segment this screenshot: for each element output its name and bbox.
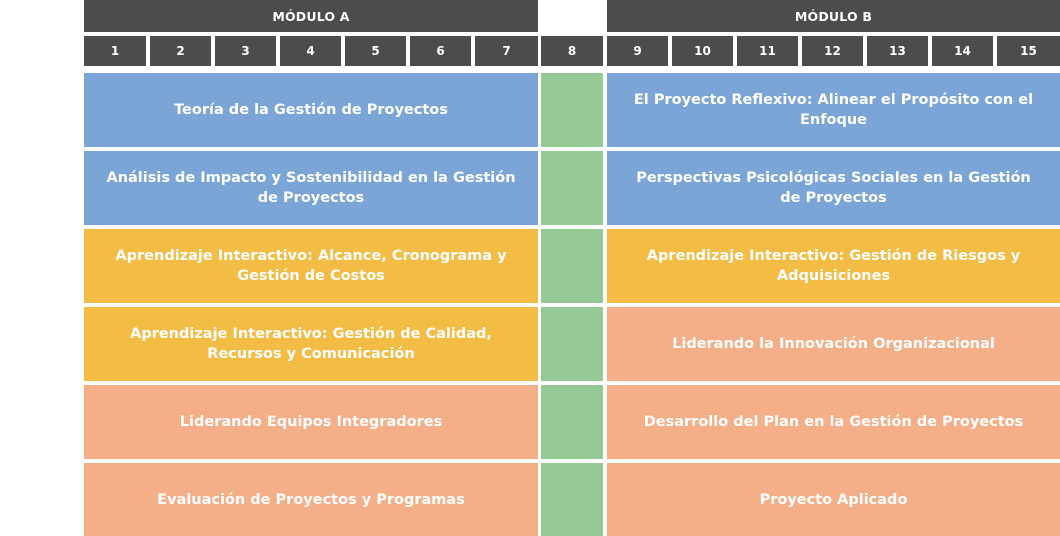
week-cell-15: 15	[997, 36, 1060, 66]
week-cell-9: 9	[607, 36, 668, 66]
week-cell-1: 1	[84, 36, 146, 66]
module-a-header: MÓDULO A	[84, 0, 538, 32]
week-8-block	[541, 229, 603, 303]
course-b-5: Desarrollo del Plan en la Gestión de Proyectos	[607, 385, 1060, 459]
course-a-5: Liderando Equipos Integradores	[84, 385, 538, 459]
course-a-4: Aprendizaje Interactivo: Gestión de Calidad, Recursos y Comunicación	[84, 307, 538, 381]
course-b-2: Perspectivas Psicológicas Sociales en la Gestión de Proyectos	[607, 151, 1060, 225]
module-b-header: MÓDULO B	[607, 0, 1060, 32]
week-cell-11: 11	[737, 36, 798, 66]
course-a-3: Aprendizaje Interactivo: Alcance, Cronograma y Gestión de Costos	[84, 229, 538, 303]
week-cell-4: 4	[280, 36, 341, 66]
week-8-block	[541, 463, 603, 536]
week-8-block	[541, 307, 603, 381]
week-cell-8: 8	[541, 36, 603, 66]
course-a-6: Evaluación de Proyectos y Programas	[84, 463, 538, 536]
week-cell-14: 14	[932, 36, 993, 66]
week-8-block	[541, 385, 603, 459]
course-b-6: Proyecto Aplicado	[607, 463, 1060, 536]
week-cell-3: 3	[215, 36, 276, 66]
week-cell-6: 6	[410, 36, 471, 66]
week-cell-5: 5	[345, 36, 406, 66]
week-cell-12: 12	[802, 36, 863, 66]
course-b-4: Liderando la Innovación Organizacional	[607, 307, 1060, 381]
week-cell-13: 13	[867, 36, 928, 66]
course-b-1: El Proyecto Reflexivo: Alinear el Propósito con el Enfoque	[607, 73, 1060, 147]
course-b-3: Aprendizaje Interactivo: Gestión de Riesgos y Adquisiciones	[607, 229, 1060, 303]
course-a-2: Análisis de Impacto y Sostenibilidad en la Gestión de Proyectos	[84, 151, 538, 225]
week-8-block	[541, 73, 603, 147]
week-cell-10: 10	[672, 36, 733, 66]
course-a-1: Teoría de la Gestión de Proyectos	[84, 73, 538, 147]
week-cell-2: 2	[150, 36, 211, 66]
week-8-block	[541, 151, 603, 225]
week-cell-7: 7	[475, 36, 538, 66]
